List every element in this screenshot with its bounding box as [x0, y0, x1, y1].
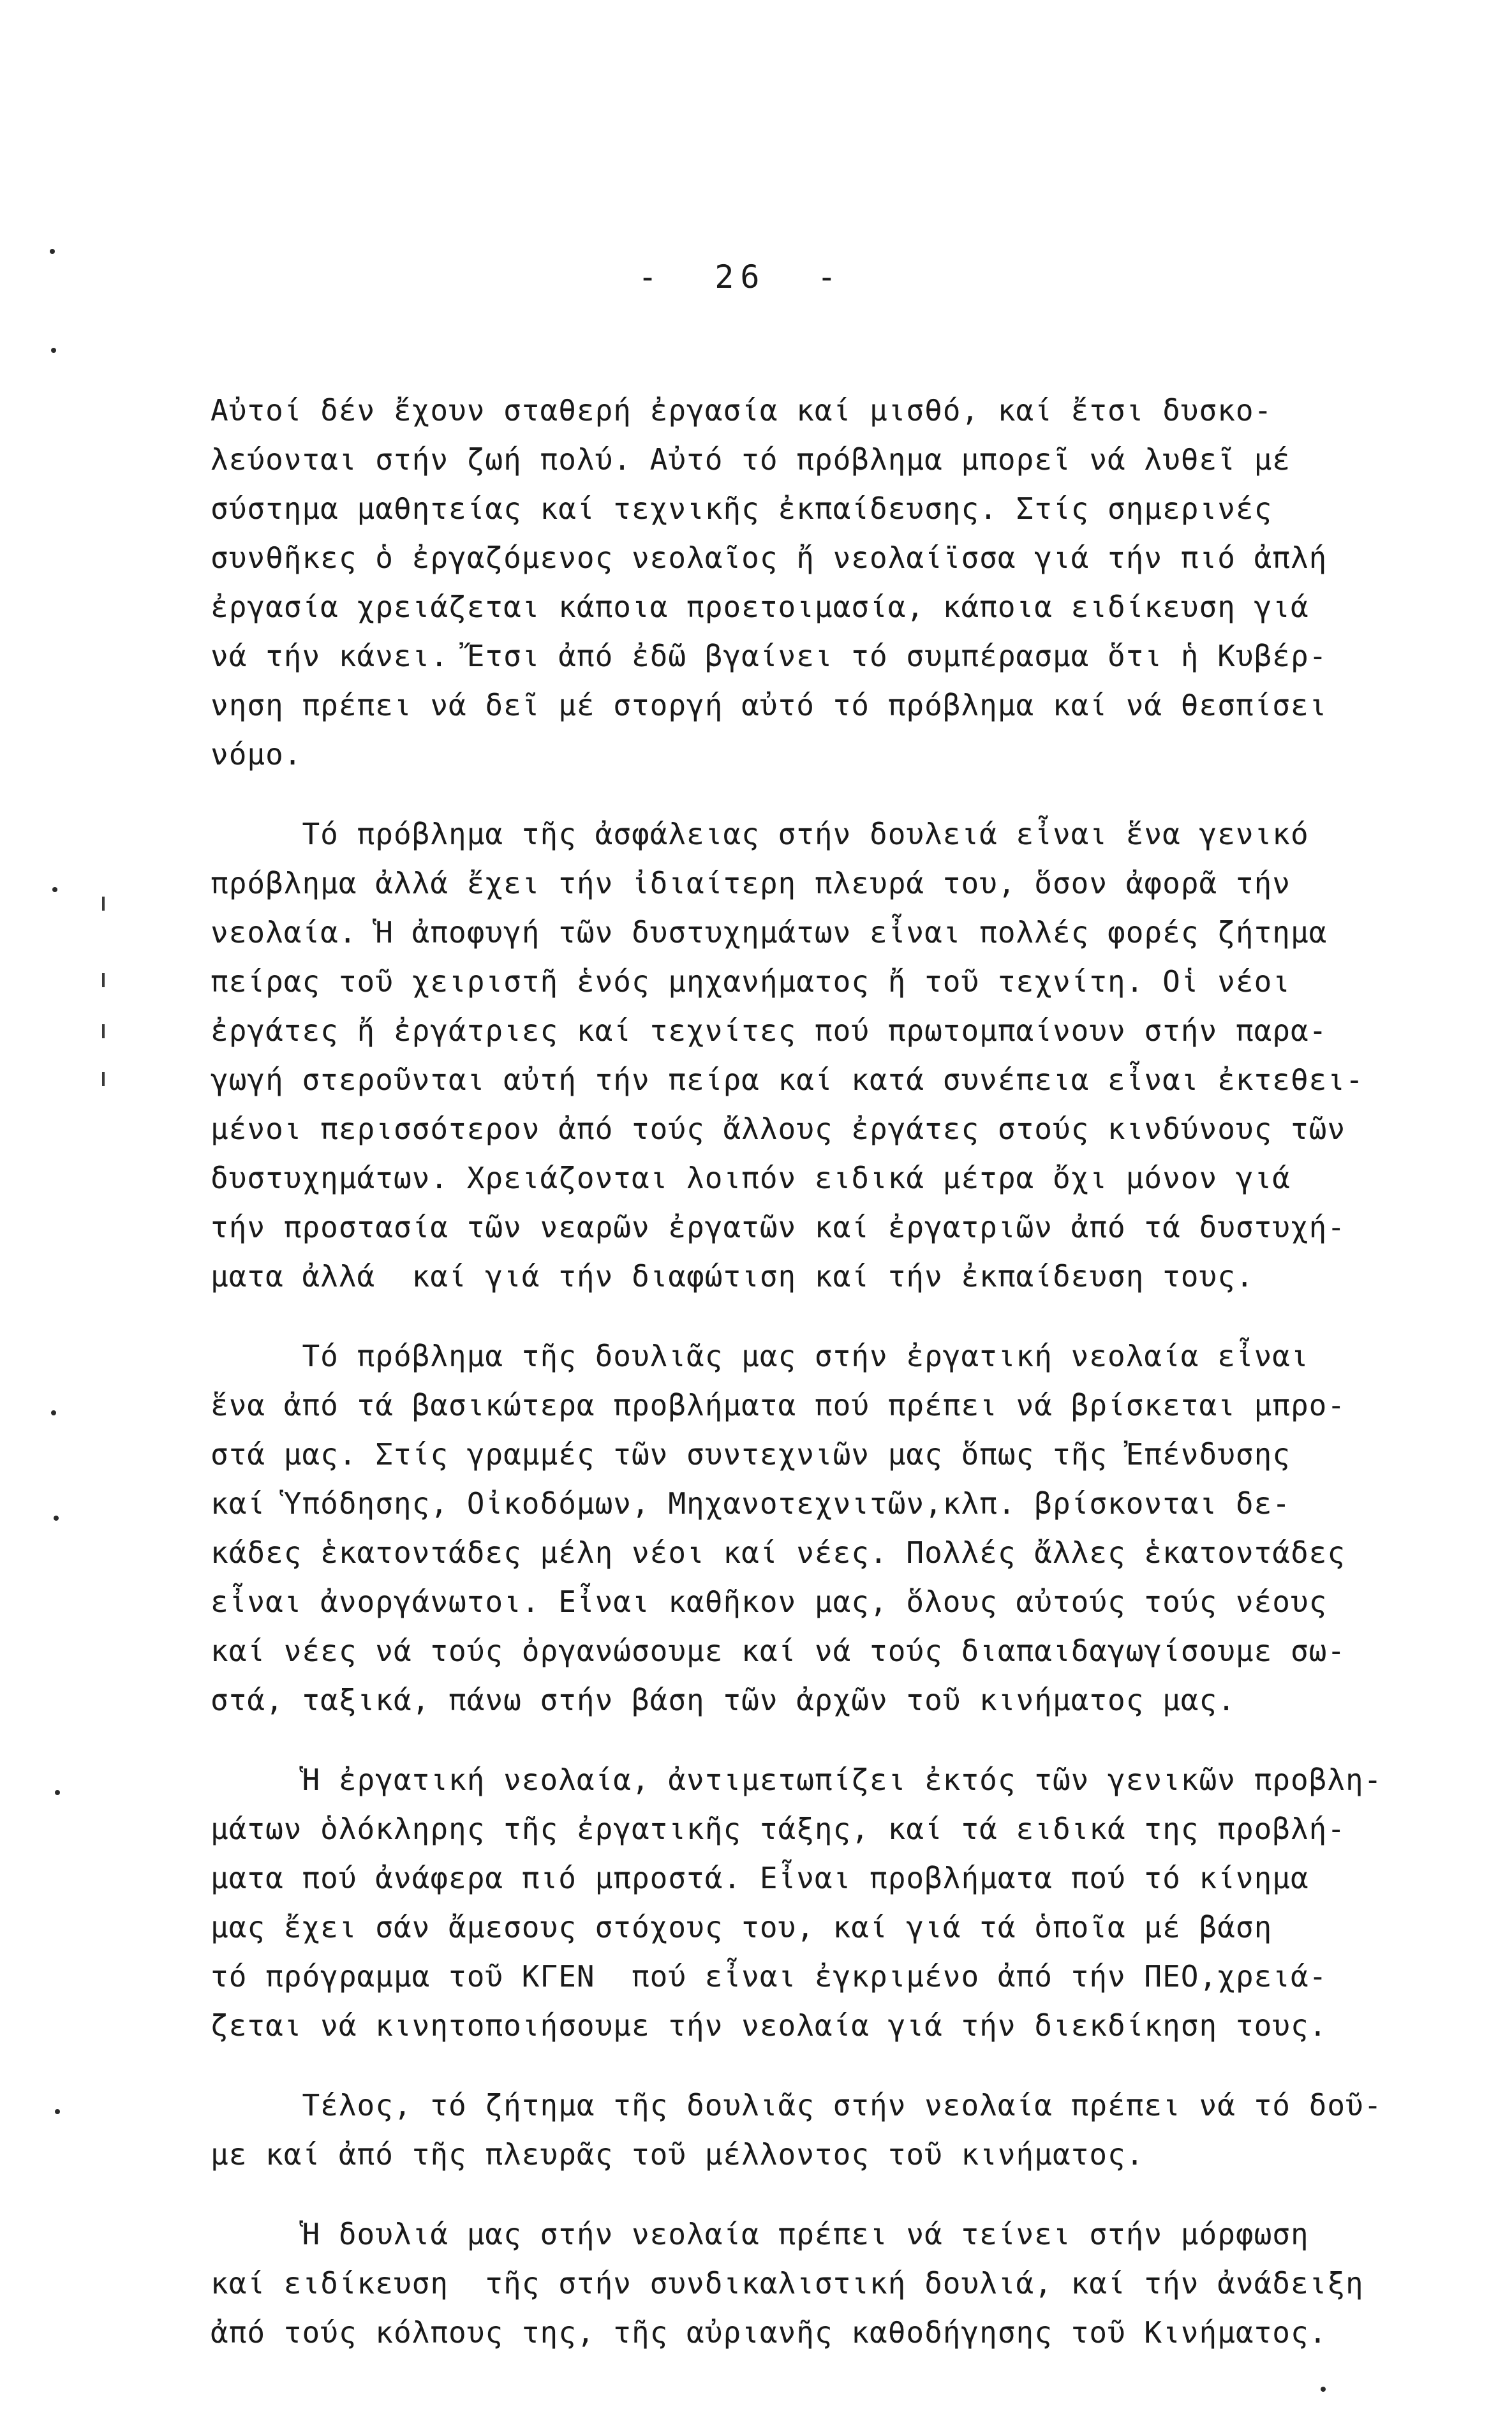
text-line: νά τήν κάνει. Ἔτσι ἀπό ἐδῶ βγαίνει τό συμπέρασμα ὅτι ἡ Κυβέρ-: [211, 639, 1328, 673]
scan-speck: [55, 2109, 60, 2114]
scan-speck: [51, 348, 56, 353]
scan-speck: [54, 1516, 59, 1521]
text-line: καί ειδίκευση τῆς στήν συνδικαλιστική δουλιά, καί τήν ἀνάδειξη: [211, 2266, 1364, 2301]
text-line: καί νέες νά τούς ὀργανώσουμε καί νά τούς διαπαιδαγωγίσουμε σω-: [211, 1634, 1346, 1668]
text-line: εἶναι ἀνοργάνωτοι. Εἶναι καθῆκον μας, ὅλους αὐτούς τούς νέους: [211, 1585, 1328, 1619]
text-line: νεολαία. Ἡ ἀποφυγή τῶν δυστυχημάτων εἶναι πολλές φορές ζήτημα: [211, 915, 1328, 950]
paragraph: [211, 810, 1455, 1301]
paragraph: [211, 1756, 1455, 2050]
text-line: μάτων ὁλόκληρης τῆς ἐργατικῆς τάξης, καί τά ειδικά της προβλή-: [211, 1812, 1346, 1846]
paragraph: [211, 2210, 1455, 2357]
text-line: πρόβλημα ἀλλά ἔχει τήν ἰδιαίτερη πλευρά του, ὅσον ἀφορᾶ τήν: [211, 866, 1291, 900]
text-line: τήν προστασία τῶν νεαρῶν ἐργατῶν καί ἐργατριῶν ἀπό τά δυστυχή-: [211, 1210, 1346, 1244]
text-line: κάδες ἑκατοντάδες μέλη νέοι καί νέες. Πολλές ἄλλες ἑκατοντάδες: [211, 1535, 1346, 1570]
text-line: μένοι περισσότερον ἀπό τούς ἄλλους ἐργάτες στούς κινδύνους τῶν: [211, 1112, 1346, 1146]
text-line: Τέλος, τό ζήτημα τῆς δουλιᾶς στήν νεολαία πρέπει νά τό δοῦ-: [211, 2088, 1382, 2122]
paragraph: [211, 1332, 1455, 1725]
scan-speck: [52, 887, 57, 892]
text-line: πείρας τοῦ χειριστῆ ἑνός μηχανήματος ἤ τοῦ τεχνίτη. Οἱ νέοι: [211, 964, 1291, 999]
scan-speck: [55, 1790, 60, 1795]
scan-speck: [50, 249, 55, 254]
text-line: Τό πρόβλημα τῆς ἀσφάλειας στήν δουλειά εἶναι ἕνα γενικό: [211, 817, 1309, 851]
text-line: συνθῆκες ὁ ἐργαζόμενος νεολαῖος ἤ νεολαίϊσσα γιά τήν πιό ἀπλή: [211, 541, 1328, 575]
scan-mark: [102, 1072, 105, 1086]
text-line: Ἡ δουλιά μας στήν νεολαία πρέπει νά τείνει στήν μόρφωση: [211, 2217, 1309, 2251]
text-line: με καί ἀπό τῆς πλευρᾶς τοῦ μέλλοντος τοῦ κινήματος.: [211, 2137, 1145, 2172]
text-line: καί Ὑπόδησης, Οἰκοδόμων, Μηχανοτεχνιτῶν,κλπ. βρίσκονται δε-: [211, 1486, 1291, 1521]
text-line: ματα πού ἀνάφερα πιό μπροστά. Εἶναι προβλήματα πού τό κίνημα: [211, 1861, 1309, 1895]
scan-mark: [102, 1024, 105, 1038]
text-line: ματα ἀλλά καί γιά τήν διαφώτιση καί τήν ἐκπαίδευση τους.: [211, 1259, 1254, 1294]
text-line: ζεται νά κινητοποιήσουμε τήν νεολαία γιά τήν διεκδίκηση τους.: [211, 2008, 1328, 2043]
text-line: λεύονται στήν ζωή πολύ. Αὐτό τό πρόβλημα μπορεῖ νά λυθεῖ μέ: [211, 442, 1291, 477]
text-line: δυστυχημάτων. Χρειάζονται λοιπόν ειδικά μέτρα ὄχι μόνον γιά: [211, 1161, 1291, 1195]
text-line: ἀπό τούς κόλπους της, τῆς αὐριανῆς καθοδήγησης τοῦ Κινήματος.: [211, 2315, 1328, 2350]
text-line: γωγή στεροῦνται αὐτή τήν πείρα καί κατά συνέπεια εἶναι ἐκτεθει-: [211, 1063, 1364, 1097]
text-line: σύστημα μαθητείας καί τεχνικῆς ἐκπαίδευσης. Στίς σημερινές: [211, 491, 1273, 526]
scan-mark: [102, 973, 105, 987]
text-line: τό πρόγραμμα τοῦ ΚΓΕΝ πού εἶναι ἐγκριμένο ἀπό τήν ΠΕΟ,χρειά-: [211, 1959, 1328, 1994]
text-line: Αὐτοί δέν ἔχουν σταθερή ἐργασία καί μισθό, καί ἔτσι δυσκο-: [211, 393, 1273, 428]
page-number: - 26 -: [638, 258, 843, 295]
paragraph: [211, 2081, 1455, 2179]
scan-mark: [102, 897, 105, 911]
text-line: νηση πρέπει νά δεῖ μέ στοργή αὐτό τό πρόβλημα καί νά θεσπίσει: [211, 688, 1328, 722]
text-line: Τό πρόβλημα τῆς δουλιᾶς μας στήν ἐργατική νεολαία εἶναι: [211, 1339, 1309, 1373]
text-line: Ἡ ἐργατική νεολαία, ἀντιμετωπίζει ἐκτός τῶν γενικῶν προβλη-: [211, 1763, 1382, 1797]
text-line: νόμο.: [211, 737, 302, 772]
text-line: ἐργάτες ἤ ἐργάτριες καί τεχνίτες πού πρωτομπαίνουν στήν παρα-: [211, 1013, 1328, 1048]
scan-speck: [1321, 2387, 1326, 2392]
text-line: ἕνα ἀπό τά βασικώτερα προβλήματα πού πρέπει νά βρίσκεται μπρο-: [211, 1388, 1346, 1422]
text-line: ἐργασία χρειάζεται κάποια προετοιμασία, κάποια ειδίκευση γιά: [211, 590, 1309, 624]
body-text: [211, 386, 1455, 2388]
paragraph: [211, 386, 1455, 779]
text-line: στά, ταξικά, πάνω στήν βάση τῶν ἀρχῶν τοῦ κινήματος μας.: [211, 1683, 1236, 1717]
scan-speck: [51, 1410, 56, 1415]
text-line: μας ἔχει σάν ἄμεσους στόχους του, καί γιά τά ὁποῖα μέ βάση: [211, 1910, 1273, 1944]
text-line: στά μας. Στίς γραμμές τῶν συντεχνιῶν μας ὅπως τῆς Ἐπένδυσης: [211, 1437, 1291, 1472]
